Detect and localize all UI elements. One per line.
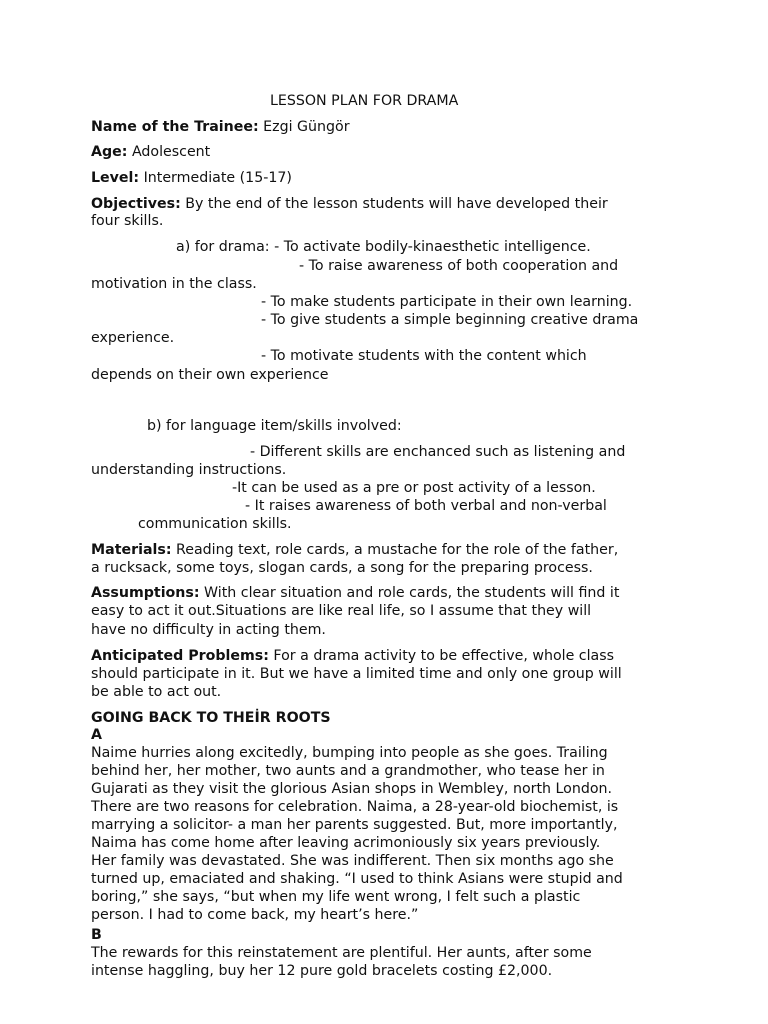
reading-line: person. I had to come back, my heart’s here.” [91,907,419,923]
drama-objective: depends on their own experience [91,367,329,383]
assumptions-text: have no difficulty in acting them. [91,622,326,638]
objectives-text: four skills. [91,213,164,229]
materials-text: a rucksack, some toys, slogan cards, a song for the preparing process. [91,560,593,576]
drama-objective: - To give students a simple beginning creative drama [261,312,639,328]
reading-line: intense haggling, buy her 12 pure gold bracelets costing £2,000. [91,963,553,979]
language-objective: - It raises awareness of both verbal and non-verbal [245,498,607,514]
assumptions-label: Assumptions: [91,585,200,601]
language-objective: -It can be used as a pre or post activity of a lesson. [232,480,596,496]
problems-text: be able to act out. [91,684,222,700]
reading-line: The rewards for this reinstatement are plentiful. Her aunts, after some [91,945,592,961]
reading-line: Gujarati as they visit the glorious Asian shops in Wembley, north London. [91,781,613,797]
age-value: Adolescent [127,144,211,160]
reading-line: Naima has come home after leaving acrimoniously six years previously. [91,835,601,851]
reading-line: behind her, her mother, two aunts and a grandmother, who tease her in [91,763,605,779]
section-a-label: A [91,727,102,743]
trainee-line [91,118,350,136]
level-label: Level: [91,170,140,186]
trainee-value: Ezgi Güngör [258,119,350,135]
drama-objective: - To raise awareness of both cooperation and [299,258,619,274]
drama-objective: - To motivate students with the content which [261,348,587,364]
reading-line: Naime hurries along excitedly, bumping into people as she goes. Trailing [91,745,608,761]
drama-objective: a) for drama: - To activate bodily-kinaesthetic intelligence. [176,239,591,255]
problems-text: should participate in it. But we have a limited time and only one group will [91,666,622,682]
reading-line: There are two reasons for celebration. Naima, a 28-year-old biochemist, is [91,799,619,815]
problems-label: Anticipated Problems: [91,648,269,664]
level-line [91,169,292,187]
problems-line [91,647,614,665]
page-title: LESSON PLAN FOR DRAMA [270,93,459,109]
trainee-label: Name of the Trainee: [91,119,259,135]
reading-heading: GOING BACK TO THEİR ROOTS [91,710,331,726]
reading-line: boring,” she says, “but when my life went wrong, I felt such a plastic [91,889,581,905]
language-objective: b) for language item/skills involved: [147,418,402,434]
age-label: Age: [91,144,128,160]
section-b-label: B [91,927,102,943]
objectives-text: By the end of the lesson students will have developed their [180,196,608,212]
reading-line: Her family was devastated. She was indifferent. Then six months ago she [91,853,614,869]
materials-line [91,541,618,559]
language-objective: - Different skills are enchanced such as listening and [250,444,626,460]
drama-objective: - To make students participate in their own learning. [261,294,633,310]
level-value: Intermediate (15-17) [139,170,292,186]
drama-objective: experience. [91,330,175,346]
materials-label: Materials: [91,542,172,558]
materials-text: Reading text, role cards, a mustache for the role of the father, [171,542,619,558]
reading-line: turned up, emaciated and shaking. “I used to think Asians were stupid and [91,871,623,887]
language-objective: understanding instructions. [91,462,287,478]
assumptions-line [91,584,619,602]
assumptions-text: easy to act it out.Situations are like real life, so I assume that they will [91,603,592,619]
assumptions-text: With clear situation and role cards, the students will find it [199,585,620,601]
objectives-label: Objectives: [91,196,181,212]
age-line [91,143,210,161]
objectives-line [91,195,608,213]
reading-line: marrying a solicitor- a man her parents suggested. But, more importantly, [91,817,618,833]
drama-objective: motivation in the class. [91,276,257,292]
language-objective: communication skills. [138,516,292,532]
problems-text: For a drama activity to be effective, whole class [268,648,615,664]
